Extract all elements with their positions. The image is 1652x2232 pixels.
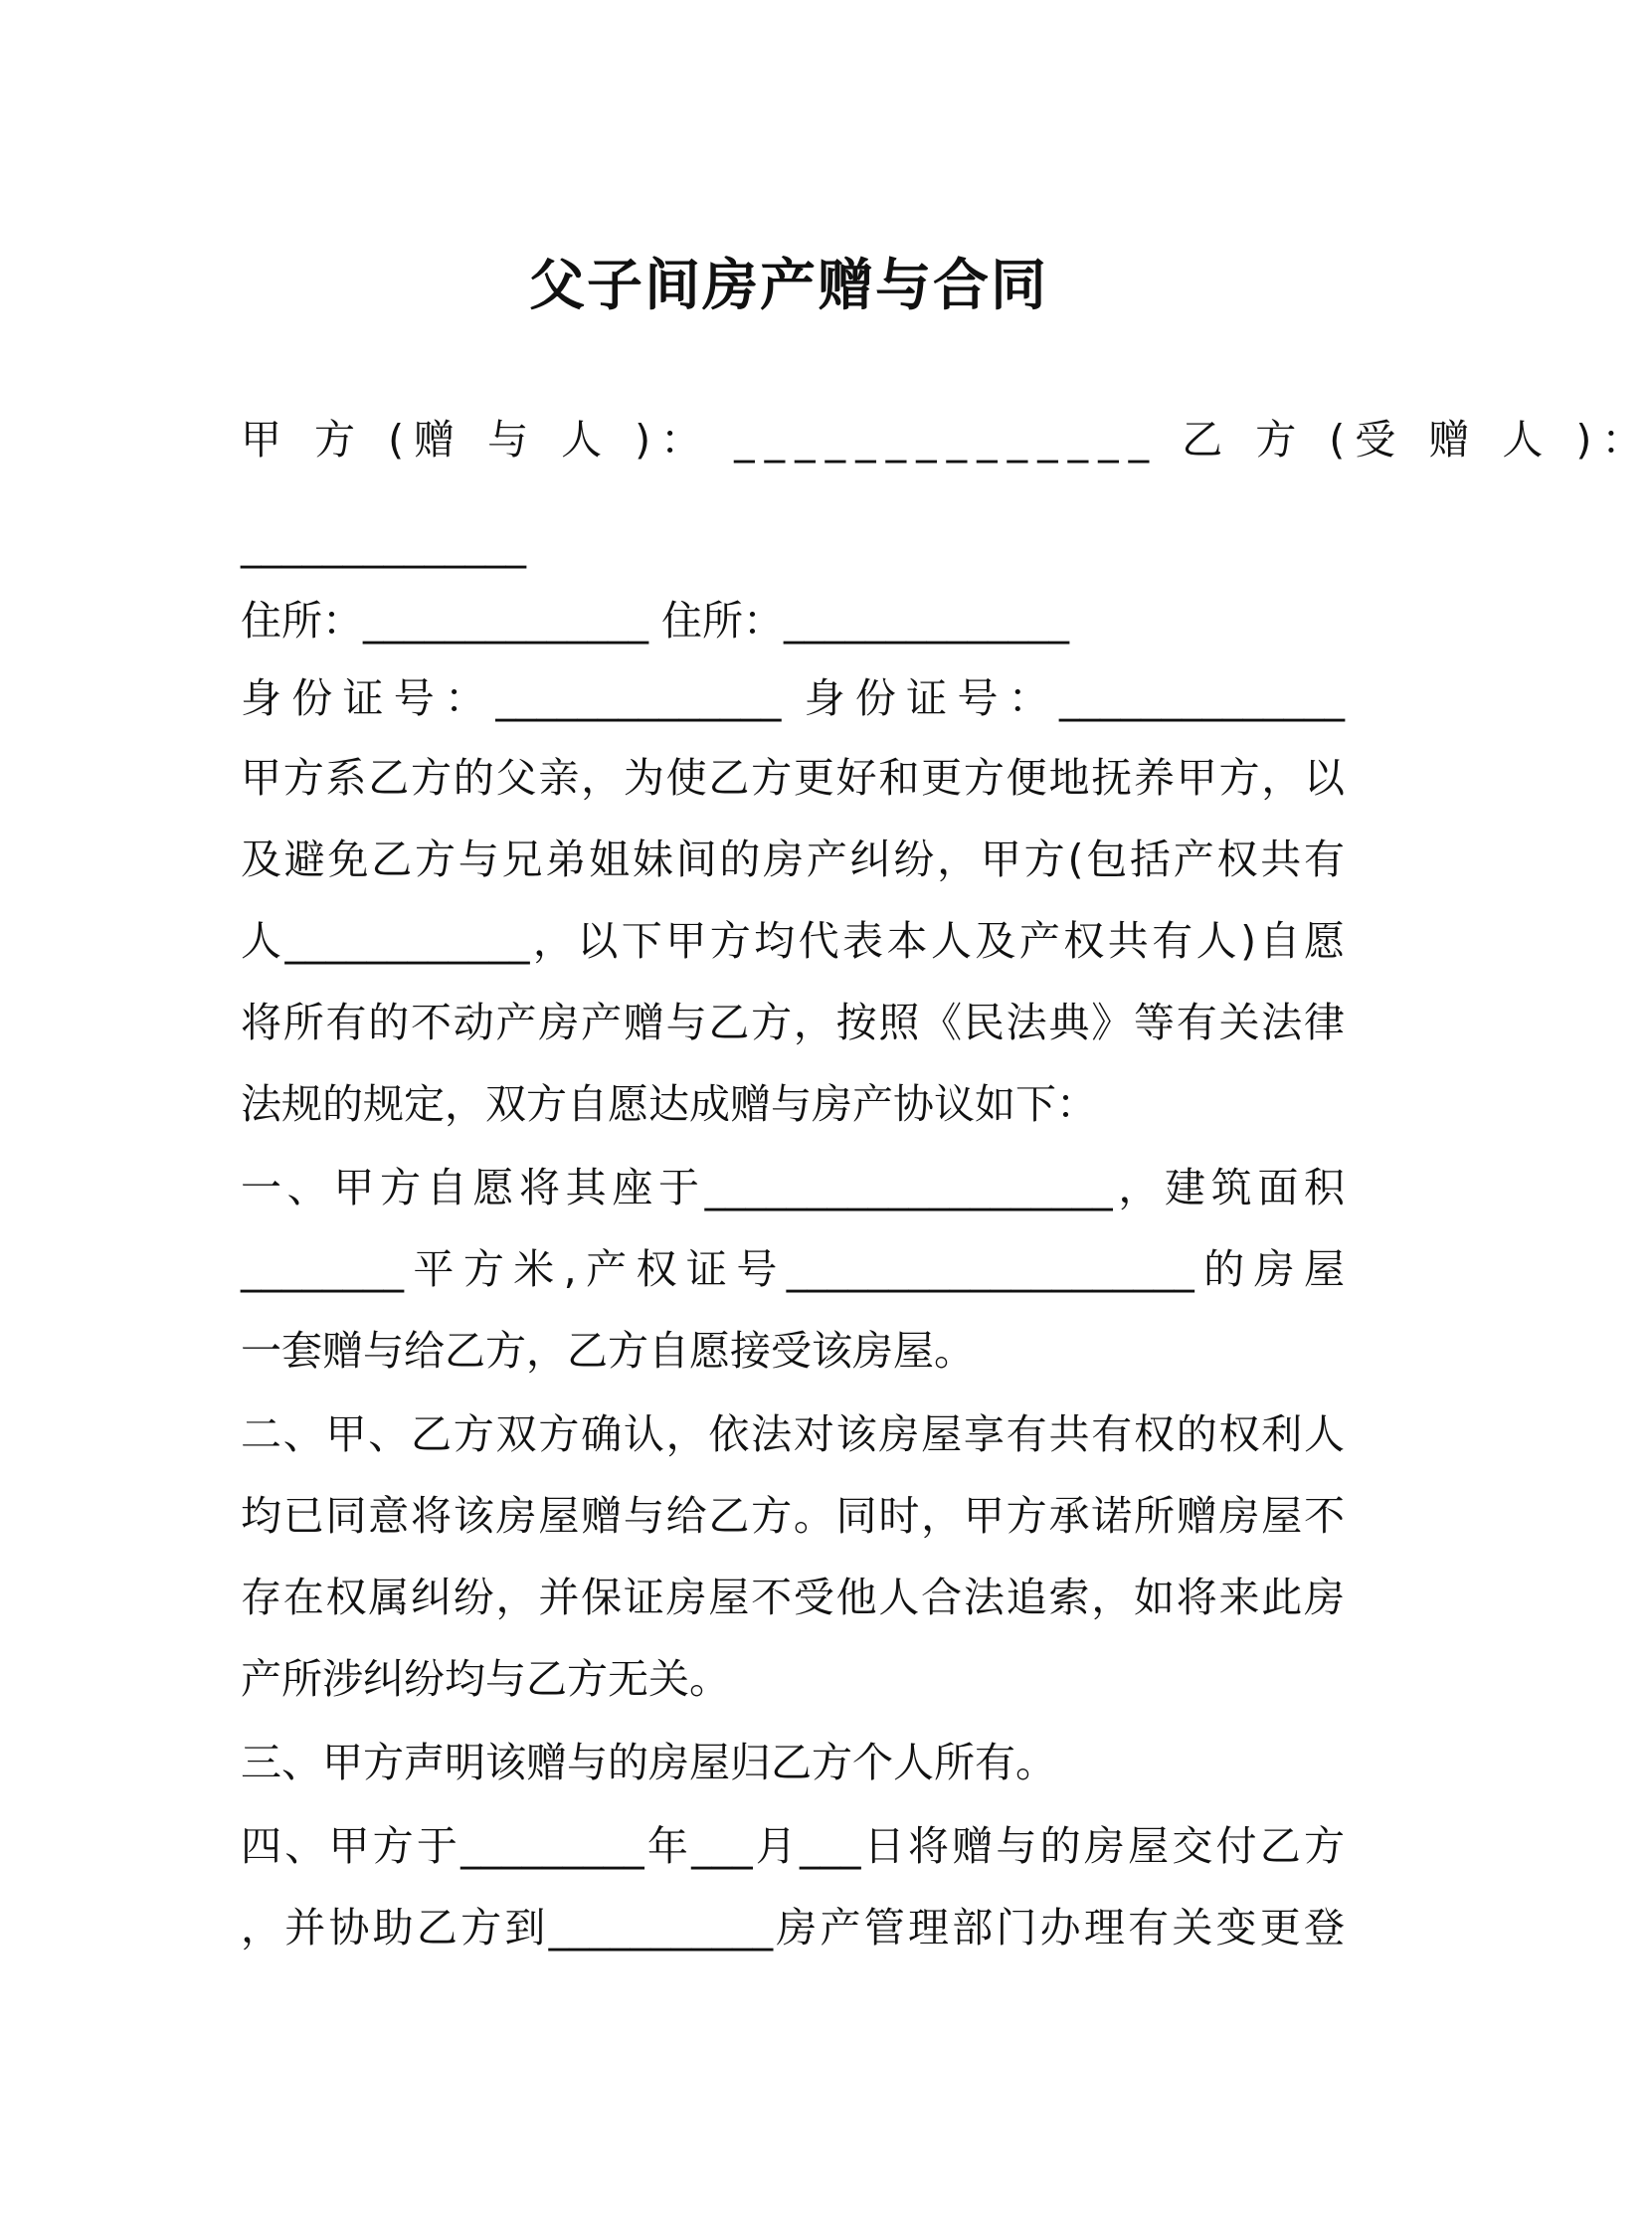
clause-4-line: ，并协助乙方到___________房产管理部门办理有关变更登 [241,1904,1345,1952]
paragraph-line: 将所有的不动产房产赠与乙方，按照《民法典》等有关法律 [241,999,1345,1046]
clause-2-line: 均已同意将该房屋赠与给乙方。同时，甲方承诺所赠房屋不 [241,1492,1345,1540]
clause-2-line: 产所涉纠纷均与乙方无关。 [241,1655,730,1703]
paragraph-line: 甲方系乙方的父亲，为使乙方更好和更方便地抚养甲方，以 [241,754,1345,802]
clause-2-line: 存在权属纠纷，并保证房屋不受他人合法追索，如将来此房 [241,1574,1345,1621]
clause-1-line: ________平方米,产权证号____________________的房屋 [241,1245,1345,1293]
address-line: 住所：______________ 住所：______________ [241,597,1070,645]
clause-1-line: 一、甲方自愿将其座于____________________，建筑面积 [241,1164,1345,1211]
paragraph-line: 及避免乙方与兄弟姐妹间的房产纠纷，甲方(包括产权共有 [241,836,1345,883]
paragraph-line: 人____________，以下甲方均代表本人及产权共有人)自愿 [241,917,1345,965]
document-title: 父子间房产赠与合同 [529,254,1048,318]
clause-3-line: 三、甲方声明该赠与的房屋归乙方个人所有。 [241,1739,1056,1786]
recipient-blank-line: ______________ [241,521,526,569]
clause-1-line: 一套赠与给乙方，乙方自愿接受该房屋。 [241,1327,975,1375]
paragraph-line: 法规的规定，双方自愿达成赠与房产协议如下： [241,1080,1097,1128]
id-number-line: 身份证号：______________ 身份证号：______________ [241,674,1345,722]
party-line: 甲 方 (赠 与 人 )： ______________ 乙 方 (受 赠 人 )： [241,416,1652,464]
clause-2-line: 二、甲、乙方双方确认，依法对该房屋享有共有权的权利人 [241,1410,1345,1458]
clause-4-line: 四、甲方于_________年___月___日将赠与的房屋交付乙方 [241,1822,1345,1870]
